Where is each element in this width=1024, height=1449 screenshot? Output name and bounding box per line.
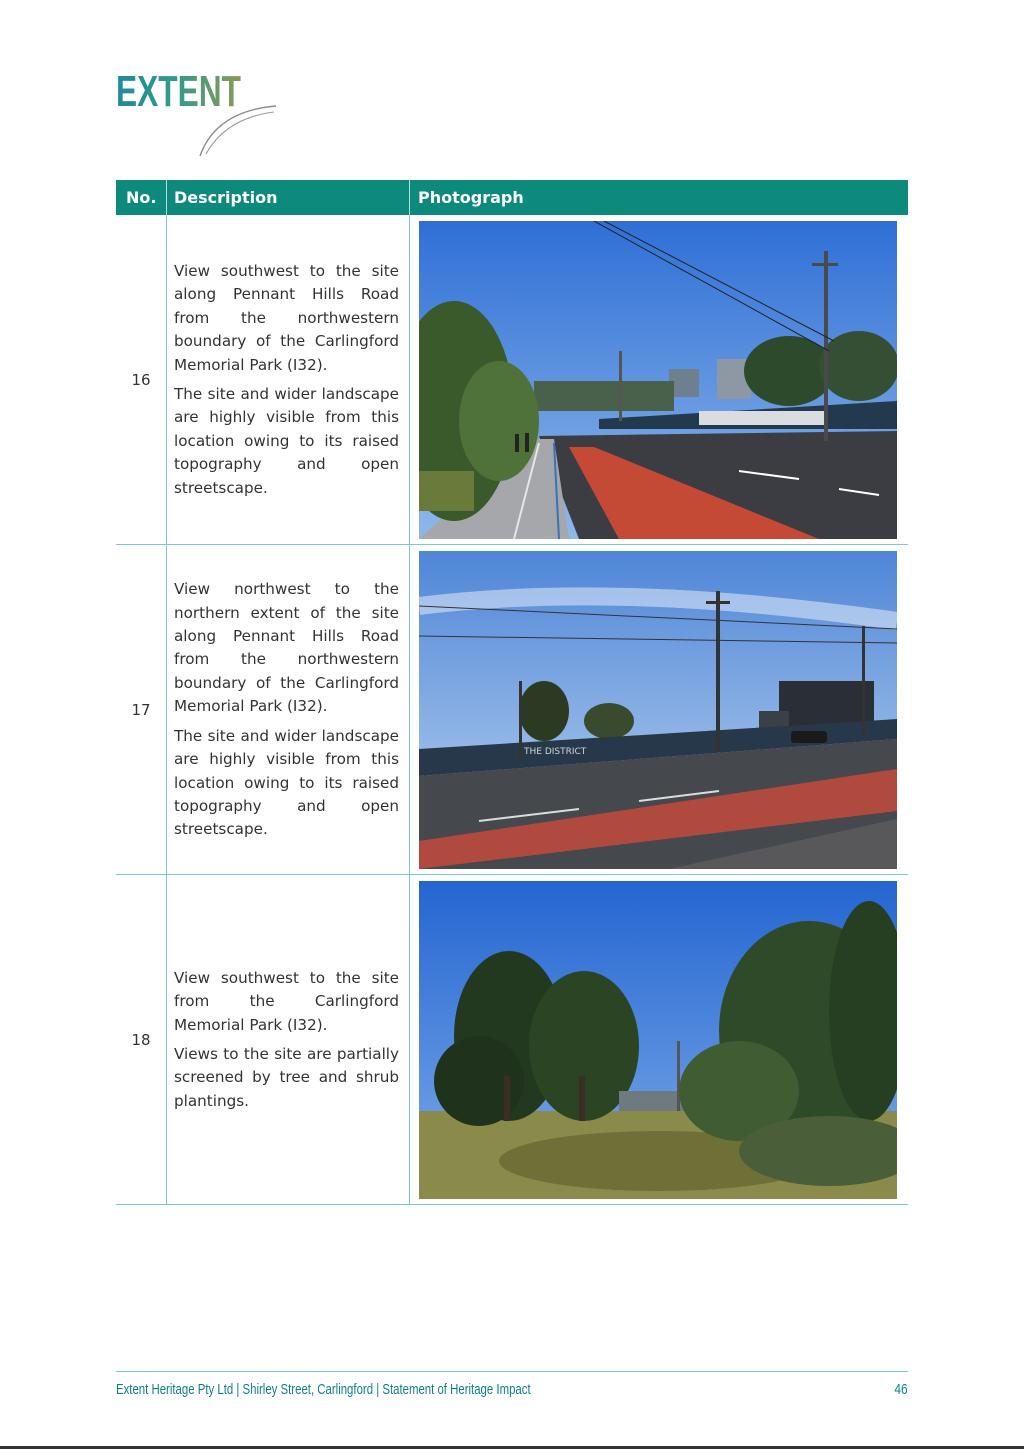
description-paragraph: View southwest to the site along Pennant Hills Road from the northwestern boundary of the Carlingford Memorial Park (I32). <box>174 261 399 374</box>
header-photograph: Photograph <box>418 188 524 207</box>
table-row <box>116 875 908 1205</box>
hoarding-sign-text: THE DISTRICT <box>524 747 587 757</box>
column-divider <box>166 875 167 1205</box>
column-divider <box>409 875 410 1205</box>
table-header <box>116 180 908 215</box>
description-paragraph: Views to the site are partially screened by tree and shrub plantings. <box>174 1045 399 1110</box>
photograph-18 <box>419 881 897 1199</box>
column-divider <box>409 215 410 545</box>
description-paragraph: The site and wider landscape are highly visible from this location owing to its raised topography and open streetscape. <box>174 385 399 497</box>
column-divider <box>409 545 410 875</box>
row-number: 17 <box>131 701 151 719</box>
header-description: Description <box>174 188 278 207</box>
description-paragraph: View southwest to the site from the Carlingford Memorial Park (I32). <box>174 968 399 1034</box>
logo-wordmark: EXTENT <box>116 67 241 116</box>
column-divider <box>166 545 167 875</box>
page-number: 46 <box>894 1381 908 1398</box>
row-number: 18 <box>131 1031 151 1049</box>
footer-divider <box>116 1371 908 1372</box>
description-paragraph: View northwest to the northern extent of the site along Pennant Hills Road from the northwestern boundary of the Carlingford Memorial Park (I32). <box>174 580 399 716</box>
extent-logo <box>116 66 286 161</box>
row-description <box>174 545 399 875</box>
row-description <box>174 215 399 545</box>
header-divider <box>409 180 410 215</box>
logo-arcs-icon <box>116 66 286 161</box>
header-no: No. <box>126 188 157 207</box>
description-paragraph: The site and wider landscape are highly visible from this location owing to its raised topography and open streetscape. <box>174 726 399 839</box>
table-row <box>116 545 908 875</box>
photograph-16 <box>419 221 897 539</box>
column-divider <box>166 215 167 545</box>
row-number: 16 <box>131 371 151 389</box>
row-description <box>174 875 399 1205</box>
header-divider <box>166 180 167 215</box>
footer-text: Extent Heritage Pty Ltd | Shirley Street, Carlingford | Statement of Heritage Impact <box>116 1381 531 1398</box>
photograph-17 <box>419 551 897 869</box>
table-row <box>116 215 908 545</box>
